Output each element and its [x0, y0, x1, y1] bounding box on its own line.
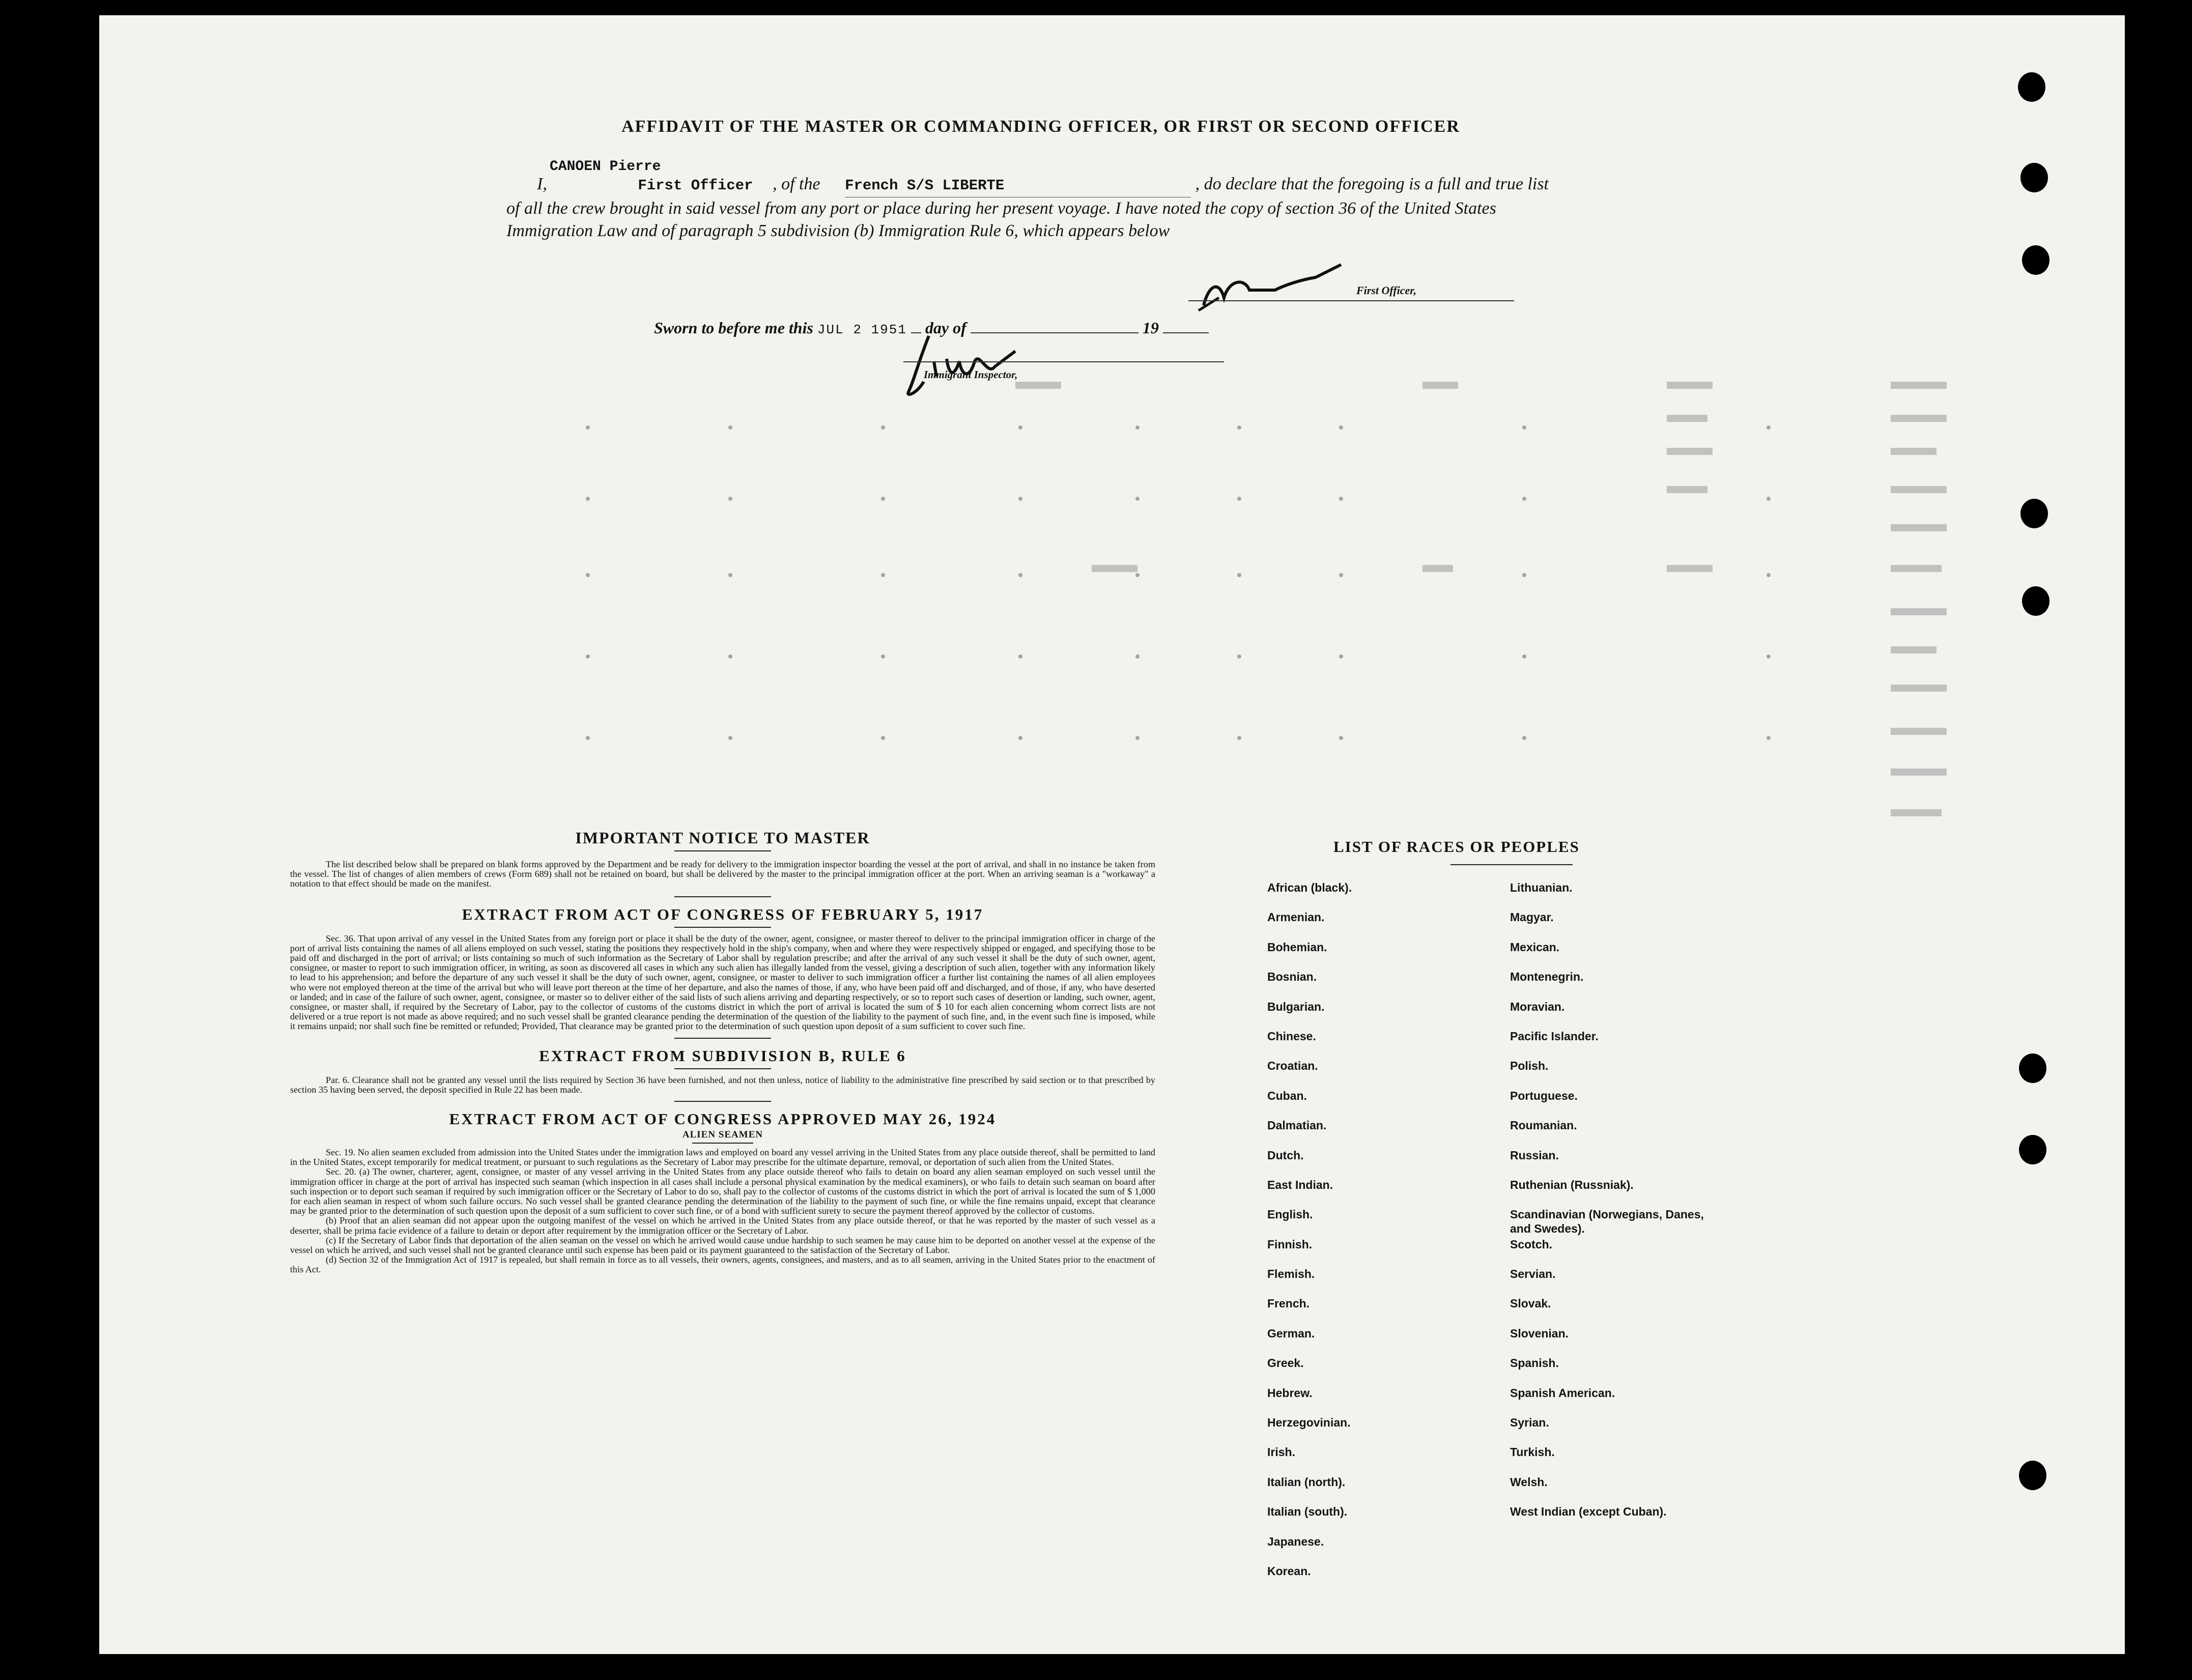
typed-officer-name: CANOEN Pierre: [550, 159, 661, 175]
race-entry: Pacific Islander.: [1510, 1029, 1599, 1043]
typed-vessel-name: French S/S LIBERTE: [845, 175, 1191, 197]
race-entry: Slovak.: [1510, 1297, 1551, 1311]
race-entry: Welsh.: [1510, 1475, 1548, 1489]
extract-1917-body: Sec. 36. That upon arrival of any vessel in the United States from any foreign port or place it shall be the duty of the owner, agent, consignee, or master thereof to deliver to the principal immigration officer in charge of the port of arrival lists containing the names of all aliens employed on such vessel, stating the positions they respectively hold in the ship's company, when and where they were respectively shipped or engaged, and specifying those to be paid off and discharged in the port of arrival; or lists containing so much of such information as the Secretary of Labor shall by regulation prescribe; and after the arrival of any such vessel it shall be the duty of such owner, agent, consignee, or master to report to such immigration officer, in writing, as soon as discovered all cases in which any such alien has illegally landed from the vessel, giving a description of such alien, together with any information likely to lead to his apprehension; and before the departure of any such vessel it shall be the duty of such owner, agent, consignee, or master to deliver to such immigration officer a further list containing the names of all alien employees who were not employed thereon at the time of the arrival but who will leave port thereon at the time of her departure, and also the names of those, if any, who have been paid off and discharged, and of those, if any, who have deserted or landed; and in case of the failure of such owner, agent, consignee, or master so to deliver either of the said lists of such aliens arriving and departing respectively, or so to report such cases of desertion or landing, such owner, agent, consignee, or master shall, if required by the Secretary of Labor, pay to the collector of customs of the customs district in which the port of arrival is located the sum of $ 10 for each alien concerning whom correct lists are not delivered or a true report is not made as above required; and no such vessel shall be granted clearance pending the determination of the question of the liability to the payment of such fine, and, in the event such fine is imposed, while it remains unpaid; nor shall such fine be remitted or refunded; Provided, That clearance may be granted prior to the determination of such question upon deposit of a sum sufficient to cover such fine.: [290, 933, 1155, 1032]
race-entry: Portuguese.: [1510, 1089, 1578, 1102]
affidavit-do-declare: , do declare: [1195, 175, 1277, 193]
race-entry: Spanish American.: [1510, 1386, 1615, 1400]
notice-column: [290, 829, 1155, 1275]
inspector-label: Immigrant Inspector,: [924, 368, 1018, 381]
officer-signature-mark: [1188, 249, 1356, 316]
race-entry: West Indian (except Cuban).: [1510, 1505, 1667, 1519]
race-entry: Montenegrin.: [1510, 970, 1584, 984]
race-entry: Scotch.: [1510, 1237, 1553, 1251]
inspector-signature-line: [903, 361, 1224, 362]
race-entry: French.: [1267, 1297, 1310, 1311]
extract-rule6-title: EXTRACT FROM SUBDIVISION B, RULE 6: [539, 1046, 906, 1065]
punch-hole-decoration: [2019, 1053, 2046, 1083]
punch-hole-decoration: [2018, 72, 2045, 102]
sworn-date-stamp: JUL 2 1951: [817, 322, 907, 337]
blank-year: [1163, 332, 1209, 333]
race-entry: Magyar.: [1510, 910, 1554, 924]
race-entry: Hebrew.: [1267, 1386, 1313, 1400]
sworn-day-of: day of: [925, 319, 966, 337]
punch-hole-decoration: [2019, 1461, 2046, 1490]
officer-label: First Officer,: [1356, 284, 1417, 297]
race-entry: Japanese.: [1267, 1534, 1324, 1548]
races-list-right: [1510, 880, 1714, 1534]
race-entry: Herzegovinian.: [1267, 1416, 1351, 1430]
race-entry: Russian.: [1510, 1148, 1559, 1162]
race-entry: Dutch.: [1267, 1148, 1304, 1162]
punch-hole-decoration: [2020, 163, 2048, 192]
race-entry: Slovenian.: [1510, 1326, 1569, 1340]
affidavit-of-the: , of the: [773, 175, 820, 193]
section-rule: [674, 1068, 771, 1069]
section-rule: [674, 1101, 771, 1102]
extract-1924-paragraph: (b) Proof that an alien seaman did not appear upon the outgoing manifest of the vessel on which he arrived in the United States from any place outside thereof, or that he was reported by the master of such vessel as a deserter, shall be prima facie evidence of a failure to detain or deport after requirement by the immigration officer or the Secretary of Labor.: [290, 1215, 1155, 1236]
typed-officer-rank: First Officer: [638, 177, 753, 194]
section-rule: [674, 927, 771, 928]
race-entry: Italian (south).: [1267, 1505, 1348, 1519]
section-rule: [674, 896, 771, 897]
affidavit-statement: [506, 173, 1560, 242]
race-entry: Scandinavian (Norwegians, Danes, and Swedes).: [1510, 1208, 1704, 1236]
race-entry: Bulgarian.: [1267, 1000, 1325, 1013]
race-entry: Cuban.: [1267, 1089, 1307, 1102]
race-entry: German.: [1267, 1326, 1315, 1340]
race-entry: Syrian.: [1510, 1416, 1549, 1430]
race-entry: Bohemian.: [1267, 940, 1327, 954]
races-list-left: [1267, 880, 1471, 1593]
extract-1924-title: EXTRACT FROM ACT OF CONGRESS APPROVED MAY 26, 1924: [449, 1110, 997, 1128]
race-entry: Ruthenian (Russniak).: [1510, 1178, 1634, 1191]
race-entry: Roumanian.: [1510, 1119, 1577, 1132]
race-entry: Mexican.: [1510, 940, 1560, 954]
section-rule: [674, 1038, 771, 1039]
race-entry: Croatian.: [1267, 1059, 1318, 1073]
race-entry: Servian.: [1510, 1267, 1556, 1281]
extract-1924-paragraph: Sec. 20. (a) The owner, charterer, agent, consignee, or master of any vessel arriving in the United States from any place outside thereof who fails to detain on board any alien seaman employed on such vessel until the immigration officer in charge at the port of arrival has inspected such seaman (which inspection in all cases shall include a personal physical examination by the medical examiners), or who fails to detain such seaman on board after such inspection or to deport such seaman if required by such immigration officer or the Secretary of Labor to do so, shall pay to the collector of customs of the customs district in which the port of arrival is located the sum of $ 1,000 for each alien seaman in respect of whom such failure occurs. No such vessel shall be granted clearance pending the determination of the liability to the payment of such fine, or while the fine remains unpaid, except that clearance may be granted prior to the determination of such question upon the deposit of a sum sufficient to cover such fine, or of a bond with sufficient surety to secure the payment thereof approved by the collector of customs.: [290, 1166, 1155, 1216]
race-entry: African (black).: [1267, 881, 1352, 894]
affidavit-pronoun: I,: [537, 175, 547, 193]
race-entry: Moravian.: [1510, 1000, 1565, 1013]
extract-1924-subtitle: ALIEN SEAMEN: [682, 1129, 763, 1141]
extract-1924-paragraph: Sec. 19. No alien seamen excluded from admission into the United States under the immigration laws and employed on board any vessel arriving in the United States from any place outside thereof, shall be permitted to land in the United States, except temporarily for medical treatment, or pursuant to such regulations as the Secretary of Labor may prescribe for the ultimate departure, removal, or deportation of such alien from the United States.: [290, 1147, 1155, 1168]
reverse-side-bleed-through: [506, 372, 1982, 830]
race-entry: Irish.: [1267, 1445, 1295, 1459]
race-entry: Spanish.: [1510, 1356, 1559, 1370]
affidavit-statement-text: that the foregoing is a full and true list of all the crew brought in said vessel from any port or place during her present voyage. I have noted the copy of section 36 of the United States Immigration Law and of paragraph 5 subdivision (b) Immigration Rule 6, which appears below: [506, 175, 1549, 240]
race-entry: Bosnian.: [1267, 970, 1317, 984]
officer-signature-line: [1188, 300, 1514, 301]
race-entry: Greek.: [1267, 1356, 1304, 1370]
notice-title: IMPORTANT NOTICE TO MASTER: [575, 829, 870, 847]
race-entry: Polish.: [1510, 1059, 1549, 1073]
race-entry: Finnish.: [1267, 1237, 1313, 1251]
races-list-title: LIST OF RACES OR PEOPLES: [1333, 838, 1580, 856]
extract-1924-paragraph: (d) Section 32 of the Immigration Act of 1917 is repealed, but shall remain in force as to all vessels, their owners, agents, consignees, and masters, and as to all seamen, arriving in the United States prior to the enactment of this Act.: [290, 1255, 1155, 1275]
punch-hole-decoration: [2019, 1135, 2046, 1164]
affidavit-title: AFFIDAVIT OF THE MASTER OR COMMANDING OFFICER, OR FIRST OR SECOND OFFICER: [621, 117, 1460, 136]
race-entry: Flemish.: [1267, 1267, 1315, 1281]
race-entry: Turkish.: [1510, 1445, 1555, 1459]
notice-body: The list described below shall be prepared on blank forms approved by the Department and be ready for delivery to the immigration inspector boarding the vessel at the port of arrival, and shall in no instance be taken from the vessel. The list of changes of alien members of crews (Form 689) shall not be retained on board, but shall be delivered by the master to the principal immigration officer at the port. When an arriving seaman is a "workaway" a notation to that effect should be made on the manifest.: [290, 859, 1155, 889]
punch-hole-decoration: [2022, 245, 2049, 275]
extract-1917-title: EXTRACT FROM ACT OF CONGRESS OF FEBRUARY 5, 1917: [462, 905, 984, 923]
race-entry: Italian (north).: [1267, 1475, 1346, 1489]
notice-rule: [674, 850, 771, 851]
section-rule: [692, 1143, 753, 1144]
race-entry: Korean.: [1267, 1564, 1311, 1578]
punch-hole-decoration: [2022, 586, 2049, 616]
sworn-line: [654, 319, 1468, 337]
race-entry: Dalmatian.: [1267, 1119, 1327, 1132]
extract-rule6-body: Par. 6. Clearance shall not be granted any vessel until the lists required by Section 36 have been furnished, and not then unless, notice of liability to the administrative fine prescribed by said section or to that prescribed by section 35 having been served, the deposit specified in Rule 22 has been made.: [290, 1074, 1155, 1095]
races-title-rule: [1450, 864, 1573, 865]
sworn-year-prefix: 19: [1142, 319, 1159, 337]
extract-1924-paragraph: (c) If the Secretary of Labor finds that deportation of the alien seaman on the vessel on which he arrived would cause undue hardship to such seamen he may cause him to be deported on another vessel at the expense of the vessel on which he arrived, and such vessel shall not be granted clearance until such expense has been paid or its payment guaranteed to the satisfaction of the Secretary of Labor.: [290, 1235, 1155, 1256]
race-entry: East Indian.: [1267, 1178, 1333, 1191]
manifest-page: [99, 15, 2125, 1654]
race-entry: Armenian.: [1267, 910, 1325, 924]
punch-hole-decoration: [2020, 499, 2048, 528]
race-entry: Chinese.: [1267, 1029, 1316, 1043]
sworn-prefix: Sworn to before me this: [654, 319, 813, 337]
race-entry: English.: [1267, 1208, 1313, 1221]
race-entry: Lithuanian.: [1510, 881, 1573, 894]
